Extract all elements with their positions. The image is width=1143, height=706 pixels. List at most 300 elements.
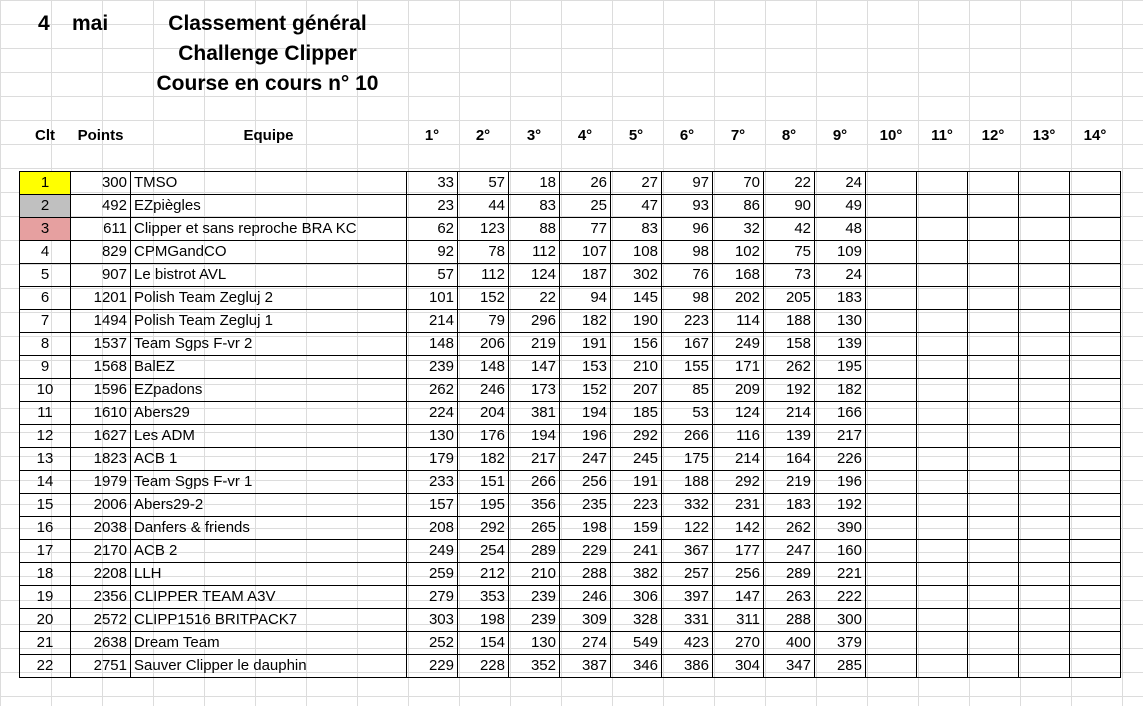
empty-race-cell[interactable] <box>1070 217 1121 240</box>
race-result-cell[interactable]: 262 <box>407 378 458 401</box>
team-cell[interactable]: TMSO <box>131 171 407 194</box>
race-result-cell[interactable]: 175 <box>662 447 713 470</box>
race-result-cell[interactable]: 249 <box>407 539 458 562</box>
empty-race-cell[interactable] <box>1019 217 1070 240</box>
race-result-cell[interactable]: 247 <box>764 539 815 562</box>
race-result-cell[interactable]: 179 <box>407 447 458 470</box>
empty-race-cell[interactable] <box>866 470 917 493</box>
empty-race-cell[interactable] <box>1070 539 1121 562</box>
race-result-cell[interactable]: 185 <box>611 401 662 424</box>
race-result-cell[interactable]: 226 <box>815 447 866 470</box>
rank-cell[interactable]: 15 <box>20 493 71 516</box>
race-result-cell[interactable]: 130 <box>407 424 458 447</box>
race-result-cell[interactable]: 79 <box>458 309 509 332</box>
title-line-1[interactable]: Classement général <box>168 12 367 35</box>
team-cell[interactable]: Polish Team Zegluj 2 <box>131 286 407 309</box>
empty-race-cell[interactable] <box>1070 654 1121 677</box>
points-cell[interactable]: 2356 <box>71 585 131 608</box>
race-result-cell[interactable]: 182 <box>815 378 866 401</box>
points-cell[interactable]: 492 <box>71 194 131 217</box>
empty-race-cell[interactable] <box>917 263 968 286</box>
empty-race-cell[interactable] <box>1019 286 1070 309</box>
header-month[interactable]: mai <box>72 12 109 35</box>
race-result-cell[interactable]: 142 <box>713 516 764 539</box>
race-result-cell[interactable]: 167 <box>662 332 713 355</box>
empty-race-cell[interactable] <box>1019 240 1070 263</box>
rank-cell[interactable]: 13 <box>20 447 71 470</box>
race-result-cell[interactable]: 423 <box>662 631 713 654</box>
race-result-cell[interactable]: 155 <box>662 355 713 378</box>
column-header-race-4[interactable]: 4° <box>577 126 593 144</box>
race-result-cell[interactable]: 26 <box>560 171 611 194</box>
race-result-cell[interactable]: 235 <box>560 493 611 516</box>
race-result-cell[interactable]: 116 <box>713 424 764 447</box>
points-cell[interactable]: 300 <box>71 171 131 194</box>
race-result-cell[interactable]: 387 <box>560 654 611 677</box>
points-cell[interactable]: 1537 <box>71 332 131 355</box>
empty-race-cell[interactable] <box>866 585 917 608</box>
empty-race-cell[interactable] <box>1019 401 1070 424</box>
team-cell[interactable]: Polish Team Zegluj 1 <box>131 309 407 332</box>
team-cell[interactable]: BalEZ <box>131 355 407 378</box>
empty-race-cell[interactable] <box>917 332 968 355</box>
team-cell[interactable]: LLH <box>131 562 407 585</box>
empty-race-cell[interactable] <box>968 286 1019 309</box>
race-result-cell[interactable]: 205 <box>764 286 815 309</box>
race-result-cell[interactable]: 22 <box>764 171 815 194</box>
race-result-cell[interactable]: 279 <box>407 585 458 608</box>
empty-race-cell[interactable] <box>1019 309 1070 332</box>
race-result-cell[interactable]: 130 <box>815 309 866 332</box>
race-result-cell[interactable]: 228 <box>458 654 509 677</box>
empty-race-cell[interactable] <box>866 378 917 401</box>
column-header-points[interactable]: Points <box>77 126 124 144</box>
column-header-race-11[interactable]: 11° <box>931 126 953 144</box>
team-cell[interactable]: EZpadons <box>131 378 407 401</box>
race-result-cell[interactable]: 332 <box>662 493 713 516</box>
race-result-cell[interactable]: 196 <box>815 470 866 493</box>
race-result-cell[interactable]: 23 <box>407 194 458 217</box>
race-result-cell[interactable]: 88 <box>509 217 560 240</box>
race-result-cell[interactable]: 139 <box>764 424 815 447</box>
empty-race-cell[interactable] <box>866 401 917 424</box>
race-result-cell[interactable]: 270 <box>713 631 764 654</box>
race-result-cell[interactable]: 94 <box>560 286 611 309</box>
race-result-cell[interactable]: 229 <box>560 539 611 562</box>
race-result-cell[interactable]: 356 <box>509 493 560 516</box>
column-header-race-8[interactable]: 8° <box>781 126 797 144</box>
race-result-cell[interactable]: 93 <box>662 194 713 217</box>
race-result-cell[interactable]: 147 <box>713 585 764 608</box>
race-result-cell[interactable]: 292 <box>611 424 662 447</box>
column-header-race-7[interactable]: 7° <box>730 126 746 144</box>
race-result-cell[interactable]: 102 <box>713 240 764 263</box>
empty-race-cell[interactable] <box>866 562 917 585</box>
race-result-cell[interactable]: 112 <box>458 263 509 286</box>
race-result-cell[interactable]: 24 <box>815 171 866 194</box>
race-result-cell[interactable]: 239 <box>407 355 458 378</box>
race-result-cell[interactable]: 214 <box>764 401 815 424</box>
team-cell[interactable]: Abers29 <box>131 401 407 424</box>
empty-race-cell[interactable] <box>968 585 1019 608</box>
rank-cell[interactable]: 3 <box>20 217 71 240</box>
race-result-cell[interactable]: 73 <box>764 263 815 286</box>
race-result-cell[interactable]: 188 <box>662 470 713 493</box>
rank-cell[interactable]: 11 <box>20 401 71 424</box>
empty-race-cell[interactable] <box>917 171 968 194</box>
empty-race-cell[interactable] <box>1019 171 1070 194</box>
points-cell[interactable]: 1596 <box>71 378 131 401</box>
empty-race-cell[interactable] <box>917 562 968 585</box>
race-result-cell[interactable]: 159 <box>611 516 662 539</box>
race-result-cell[interactable]: 346 <box>611 654 662 677</box>
points-cell[interactable]: 1201 <box>71 286 131 309</box>
empty-race-cell[interactable] <box>1019 355 1070 378</box>
empty-race-cell[interactable] <box>917 424 968 447</box>
race-result-cell[interactable]: 214 <box>407 309 458 332</box>
race-result-cell[interactable]: 246 <box>560 585 611 608</box>
race-result-cell[interactable]: 285 <box>815 654 866 677</box>
race-result-cell[interactable]: 57 <box>407 263 458 286</box>
race-result-cell[interactable]: 549 <box>611 631 662 654</box>
empty-race-cell[interactable] <box>968 378 1019 401</box>
race-result-cell[interactable]: 24 <box>815 263 866 286</box>
rank-cell[interactable]: 21 <box>20 631 71 654</box>
race-result-cell[interactable]: 352 <box>509 654 560 677</box>
race-result-cell[interactable]: 198 <box>560 516 611 539</box>
race-result-cell[interactable]: 151 <box>458 470 509 493</box>
empty-race-cell[interactable] <box>1070 240 1121 263</box>
race-result-cell[interactable]: 288 <box>560 562 611 585</box>
race-result-cell[interactable]: 90 <box>764 194 815 217</box>
empty-race-cell[interactable] <box>866 332 917 355</box>
race-result-cell[interactable]: 328 <box>611 608 662 631</box>
rank-cell[interactable]: 18 <box>20 562 71 585</box>
race-result-cell[interactable]: 173 <box>509 378 560 401</box>
race-result-cell[interactable]: 309 <box>560 608 611 631</box>
empty-race-cell[interactable] <box>1070 516 1121 539</box>
team-cell[interactable]: CPMGandCO <box>131 240 407 263</box>
race-result-cell[interactable]: 262 <box>764 355 815 378</box>
empty-race-cell[interactable] <box>1070 470 1121 493</box>
rank-cell[interactable]: 9 <box>20 355 71 378</box>
team-cell[interactable]: CLIPPER TEAM A3V <box>131 585 407 608</box>
race-result-cell[interactable]: 303 <box>407 608 458 631</box>
empty-race-cell[interactable] <box>968 470 1019 493</box>
empty-race-cell[interactable] <box>917 631 968 654</box>
empty-race-cell[interactable] <box>866 194 917 217</box>
empty-race-cell[interactable] <box>968 424 1019 447</box>
race-result-cell[interactable]: 198 <box>458 608 509 631</box>
empty-race-cell[interactable] <box>968 355 1019 378</box>
race-result-cell[interactable]: 190 <box>611 309 662 332</box>
empty-race-cell[interactable] <box>866 516 917 539</box>
empty-race-cell[interactable] <box>968 240 1019 263</box>
race-result-cell[interactable]: 83 <box>611 217 662 240</box>
race-result-cell[interactable]: 166 <box>815 401 866 424</box>
race-result-cell[interactable]: 210 <box>611 355 662 378</box>
empty-race-cell[interactable] <box>1019 378 1070 401</box>
race-result-cell[interactable]: 233 <box>407 470 458 493</box>
rank-cell[interactable]: 6 <box>20 286 71 309</box>
empty-race-cell[interactable] <box>1070 447 1121 470</box>
race-result-cell[interactable]: 256 <box>560 470 611 493</box>
empty-race-cell[interactable] <box>917 401 968 424</box>
empty-race-cell[interactable] <box>917 493 968 516</box>
team-cell[interactable]: Danfers & friends <box>131 516 407 539</box>
empty-race-cell[interactable] <box>968 562 1019 585</box>
race-result-cell[interactable]: 292 <box>458 516 509 539</box>
empty-race-cell[interactable] <box>968 171 1019 194</box>
empty-race-cell[interactable] <box>917 240 968 263</box>
race-result-cell[interactable]: 288 <box>764 608 815 631</box>
empty-race-cell[interactable] <box>917 470 968 493</box>
empty-race-cell[interactable] <box>917 447 968 470</box>
race-result-cell[interactable]: 191 <box>611 470 662 493</box>
race-result-cell[interactable]: 109 <box>815 240 866 263</box>
rank-cell[interactable]: 12 <box>20 424 71 447</box>
race-result-cell[interactable]: 108 <box>611 240 662 263</box>
empty-race-cell[interactable] <box>1019 585 1070 608</box>
race-result-cell[interactable]: 101 <box>407 286 458 309</box>
rank-cell[interactable]: 17 <box>20 539 71 562</box>
race-result-cell[interactable]: 32 <box>713 217 764 240</box>
race-result-cell[interactable]: 114 <box>713 309 764 332</box>
race-result-cell[interactable]: 148 <box>458 355 509 378</box>
column-header-race-13[interactable]: 13° <box>1032 126 1056 144</box>
empty-race-cell[interactable] <box>968 447 1019 470</box>
empty-race-cell[interactable] <box>1019 516 1070 539</box>
race-result-cell[interactable]: 75 <box>764 240 815 263</box>
empty-race-cell[interactable] <box>1019 332 1070 355</box>
empty-race-cell[interactable] <box>866 217 917 240</box>
empty-race-cell[interactable] <box>866 493 917 516</box>
empty-race-cell[interactable] <box>1019 608 1070 631</box>
race-result-cell[interactable]: 311 <box>713 608 764 631</box>
empty-race-cell[interactable] <box>968 401 1019 424</box>
race-result-cell[interactable]: 122 <box>662 516 713 539</box>
column-header-race-3[interactable]: 3° <box>526 126 542 144</box>
empty-race-cell[interactable] <box>1070 562 1121 585</box>
race-result-cell[interactable]: 182 <box>560 309 611 332</box>
race-result-cell[interactable]: 219 <box>764 470 815 493</box>
empty-race-cell[interactable] <box>968 539 1019 562</box>
race-result-cell[interactable]: 347 <box>764 654 815 677</box>
race-result-cell[interactable]: 44 <box>458 194 509 217</box>
race-result-cell[interactable]: 157 <box>407 493 458 516</box>
race-result-cell[interactable]: 77 <box>560 217 611 240</box>
points-cell[interactable]: 1627 <box>71 424 131 447</box>
race-result-cell[interactable]: 123 <box>458 217 509 240</box>
race-result-cell[interactable]: 263 <box>764 585 815 608</box>
column-header-race-10[interactable]: 10° <box>879 126 903 144</box>
race-result-cell[interactable]: 300 <box>815 608 866 631</box>
race-result-cell[interactable]: 400 <box>764 631 815 654</box>
race-result-cell[interactable]: 158 <box>764 332 815 355</box>
points-cell[interactable]: 2638 <box>71 631 131 654</box>
race-result-cell[interactable]: 107 <box>560 240 611 263</box>
team-cell[interactable]: Dream Team <box>131 631 407 654</box>
race-result-cell[interactable]: 207 <box>611 378 662 401</box>
rank-cell[interactable]: 10 <box>20 378 71 401</box>
race-result-cell[interactable]: 262 <box>764 516 815 539</box>
race-result-cell[interactable]: 152 <box>560 378 611 401</box>
empty-race-cell[interactable] <box>866 608 917 631</box>
points-cell[interactable]: 2006 <box>71 493 131 516</box>
empty-race-cell[interactable] <box>968 516 1019 539</box>
race-result-cell[interactable]: 183 <box>815 286 866 309</box>
race-result-cell[interactable]: 25 <box>560 194 611 217</box>
race-result-cell[interactable]: 194 <box>560 401 611 424</box>
empty-race-cell[interactable] <box>917 654 968 677</box>
race-result-cell[interactable]: 18 <box>509 171 560 194</box>
race-result-cell[interactable]: 62 <box>407 217 458 240</box>
race-result-cell[interactable]: 390 <box>815 516 866 539</box>
race-result-cell[interactable]: 245 <box>611 447 662 470</box>
empty-race-cell[interactable] <box>1019 539 1070 562</box>
race-result-cell[interactable]: 188 <box>764 309 815 332</box>
points-cell[interactable]: 1610 <box>71 401 131 424</box>
column-header-race-1[interactable]: 1° <box>424 126 440 144</box>
race-result-cell[interactable]: 249 <box>713 332 764 355</box>
points-cell[interactable]: 611 <box>71 217 131 240</box>
race-result-cell[interactable]: 92 <box>407 240 458 263</box>
empty-race-cell[interactable] <box>1019 424 1070 447</box>
race-result-cell[interactable]: 331 <box>662 608 713 631</box>
race-result-cell[interactable]: 139 <box>815 332 866 355</box>
empty-race-cell[interactable] <box>1070 355 1121 378</box>
race-result-cell[interactable]: 194 <box>509 424 560 447</box>
column-header-race-9[interactable]: 9° <box>832 126 848 144</box>
column-header-race-2[interactable]: 2° <box>475 126 491 144</box>
empty-race-cell[interactable] <box>1070 401 1121 424</box>
race-result-cell[interactable]: 57 <box>458 171 509 194</box>
column-header-race-12[interactable]: 12° <box>981 126 1005 144</box>
rank-cell[interactable]: 19 <box>20 585 71 608</box>
points-cell[interactable]: 829 <box>71 240 131 263</box>
empty-race-cell[interactable] <box>866 539 917 562</box>
race-result-cell[interactable]: 274 <box>560 631 611 654</box>
race-result-cell[interactable]: 42 <box>764 217 815 240</box>
race-result-cell[interactable]: 53 <box>662 401 713 424</box>
team-cell[interactable]: CLIPP1516 BRITPACK7 <box>131 608 407 631</box>
race-result-cell[interactable]: 176 <box>458 424 509 447</box>
race-result-cell[interactable]: 204 <box>458 401 509 424</box>
race-result-cell[interactable]: 381 <box>509 401 560 424</box>
team-cell[interactable]: Le bistrot AVL <box>131 263 407 286</box>
column-header-race-14[interactable]: 14° <box>1083 126 1107 144</box>
rank-cell[interactable]: 16 <box>20 516 71 539</box>
empty-race-cell[interactable] <box>968 493 1019 516</box>
points-cell[interactable]: 907 <box>71 263 131 286</box>
race-result-cell[interactable]: 219 <box>509 332 560 355</box>
points-cell[interactable]: 1823 <box>71 447 131 470</box>
empty-race-cell[interactable] <box>1019 263 1070 286</box>
points-cell[interactable]: 1494 <box>71 309 131 332</box>
race-result-cell[interactable]: 124 <box>713 401 764 424</box>
empty-race-cell[interactable] <box>968 309 1019 332</box>
race-result-cell[interactable]: 266 <box>662 424 713 447</box>
race-result-cell[interactable]: 231 <box>713 493 764 516</box>
empty-race-cell[interactable] <box>968 217 1019 240</box>
empty-race-cell[interactable] <box>917 217 968 240</box>
race-result-cell[interactable]: 289 <box>509 539 560 562</box>
rank-cell[interactable]: 2 <box>20 194 71 217</box>
race-result-cell[interactable]: 353 <box>458 585 509 608</box>
empty-race-cell[interactable] <box>968 608 1019 631</box>
team-cell[interactable]: Abers29-2 <box>131 493 407 516</box>
race-result-cell[interactable]: 292 <box>713 470 764 493</box>
team-cell[interactable]: Sauver Clipper le dauphin <box>131 654 407 677</box>
empty-race-cell[interactable] <box>1070 171 1121 194</box>
race-result-cell[interactable]: 177 <box>713 539 764 562</box>
race-result-cell[interactable]: 70 <box>713 171 764 194</box>
empty-race-cell[interactable] <box>917 378 968 401</box>
points-cell[interactable]: 2751 <box>71 654 131 677</box>
race-result-cell[interactable]: 221 <box>815 562 866 585</box>
points-cell[interactable]: 2038 <box>71 516 131 539</box>
race-result-cell[interactable]: 196 <box>560 424 611 447</box>
race-result-cell[interactable]: 382 <box>611 562 662 585</box>
race-result-cell[interactable]: 259 <box>407 562 458 585</box>
empty-race-cell[interactable] <box>1070 493 1121 516</box>
points-cell[interactable]: 1568 <box>71 355 131 378</box>
team-cell[interactable]: EZpiègles <box>131 194 407 217</box>
empty-race-cell[interactable] <box>1070 332 1121 355</box>
empty-race-cell[interactable] <box>866 654 917 677</box>
team-cell[interactable]: ACB 1 <box>131 447 407 470</box>
race-result-cell[interactable]: 182 <box>458 447 509 470</box>
race-result-cell[interactable]: 246 <box>458 378 509 401</box>
team-cell[interactable]: Les ADM <box>131 424 407 447</box>
race-result-cell[interactable]: 217 <box>815 424 866 447</box>
race-result-cell[interactable]: 222 <box>815 585 866 608</box>
empty-race-cell[interactable] <box>1070 194 1121 217</box>
column-header-race-5[interactable]: 5° <box>628 126 644 144</box>
empty-race-cell[interactable] <box>1019 470 1070 493</box>
race-result-cell[interactable]: 153 <box>560 355 611 378</box>
race-result-cell[interactable]: 183 <box>764 493 815 516</box>
empty-race-cell[interactable] <box>1070 378 1121 401</box>
empty-race-cell[interactable] <box>866 171 917 194</box>
empty-race-cell[interactable] <box>866 309 917 332</box>
race-result-cell[interactable]: 156 <box>611 332 662 355</box>
empty-race-cell[interactable] <box>1019 562 1070 585</box>
empty-race-cell[interactable] <box>866 240 917 263</box>
race-result-cell[interactable]: 208 <box>407 516 458 539</box>
race-result-cell[interactable]: 289 <box>764 562 815 585</box>
points-cell[interactable]: 2170 <box>71 539 131 562</box>
rank-cell[interactable]: 4 <box>20 240 71 263</box>
empty-race-cell[interactable] <box>917 539 968 562</box>
rank-cell[interactable]: 5 <box>20 263 71 286</box>
empty-race-cell[interactable] <box>1070 631 1121 654</box>
race-result-cell[interactable]: 191 <box>560 332 611 355</box>
race-result-cell[interactable]: 209 <box>713 378 764 401</box>
race-result-cell[interactable]: 148 <box>407 332 458 355</box>
empty-race-cell[interactable] <box>917 194 968 217</box>
race-result-cell[interactable]: 265 <box>509 516 560 539</box>
race-result-cell[interactable]: 124 <box>509 263 560 286</box>
empty-race-cell[interactable] <box>917 286 968 309</box>
empty-race-cell[interactable] <box>866 286 917 309</box>
empty-race-cell[interactable] <box>866 355 917 378</box>
empty-race-cell[interactable] <box>866 263 917 286</box>
empty-race-cell[interactable] <box>1019 654 1070 677</box>
race-result-cell[interactable]: 160 <box>815 539 866 562</box>
race-result-cell[interactable]: 256 <box>713 562 764 585</box>
team-cell[interactable]: Clipper et sans reproche BRA KC <box>131 217 407 240</box>
